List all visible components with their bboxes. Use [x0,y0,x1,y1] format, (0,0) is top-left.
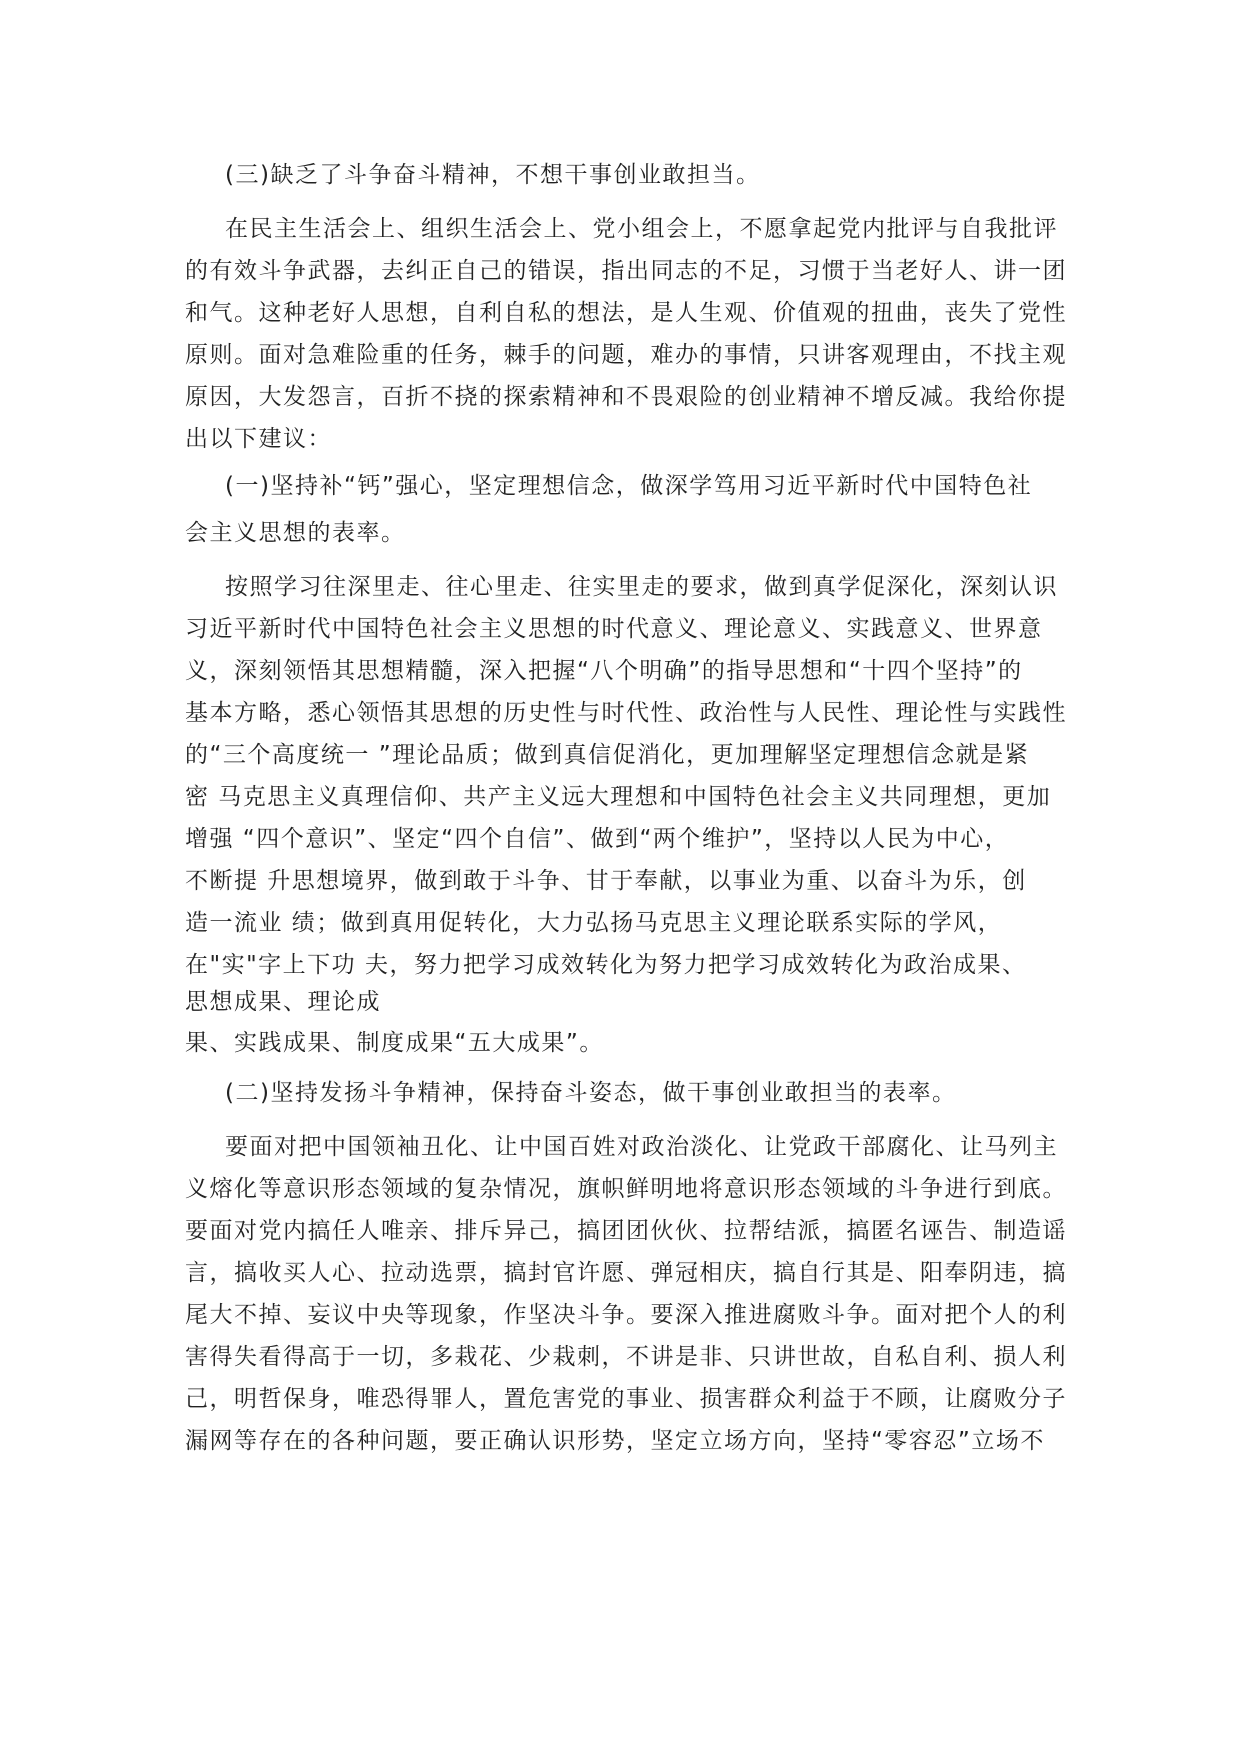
paragraph-line: 要面对党内搞任人唯亲、排斥异己，搞团团伙伙、拉帮结派，搞匿名诬告、制造谣 [185,1218,1067,1244]
paragraph-line: 言，搞收买人心、拉动选票，搞封官许愿、弹冠相庆，搞自行其是、阳奉阴违，搞 [185,1260,1067,1286]
paragraph-line: 出以下建议： [185,426,332,452]
paragraph-line: 要面对把中国领袖丑化、让中国百姓对政治淡化、让党政干部腐化、让马列主 [225,1134,1058,1160]
paragraph-line: 义，深刻领悟其思想精髓，深入把握“八个明确”的指导思想和“十四个坚持”的 [185,658,1023,684]
paragraph-line: 义熔化等意识形态领域的复杂情况，旗帜鲜明地将意识形态领域的斗争进行到底。 [185,1176,1067,1202]
heading-three: (三)缺乏了斗争奋斗精神，不想干事创业敢担当。 [225,162,761,188]
paragraph-line: 不断提 升思想境界，做到敢于斗争、甘于奉献，以事业为重、以奋斗为乐，创 [185,868,1027,894]
paragraph-line: 造一流业 绩；做到真用促转化，大力弘扬马克思主义理论联系实际的学风， [185,910,1003,936]
paragraph-line: 的有效斗争武器，去纠正自己的错误，指出同志的不足，习惯于当老好人、讲一团 [185,258,1067,284]
paragraph-line: 增强 “四个意识”、坚定“四个自信”、做到“两个维护”，坚持以人民为中心， [185,826,1010,852]
paragraph-line: 尾大不掉、妄议中央等现象，作坚决斗争。要深入推进腐败斗争。面对把个人的利 [185,1302,1067,1328]
paragraph-line: 原则。面对急难险重的任务，棘手的问题，难办的事情，只讲客观理由，不找主观 [185,342,1067,368]
paragraph-line: 和气。这种老好人思想，自利自私的想法，是人生观、价值观的扭曲，丧失了党性 [185,300,1067,326]
paragraph-line: 果、实践成果、制度成果“五大成果”。 [185,1030,604,1056]
paragraph-line: 思想成果、理论成 [185,989,381,1015]
heading-two: (二)坚持发扬斗争精神，保持奋斗姿态，做干事创业敢担当的表率。 [225,1080,957,1106]
paragraph-line: 基本方略，悉心领悟其思想的历史性与时代性、政治性与人民性、理论性与实践性 [185,700,1067,726]
paragraph-line: 漏网等存在的各种问题，要正确认识形势，坚定立场方向，坚持“零容忍”立场不 [185,1428,1045,1454]
paragraph-line: 密 马克思主义真理信仰、共产主义远大理想和中国特色社会主义共同理想，更加 [185,784,1052,810]
paragraph-line: 害得失看得高于一切，多栽花、少栽刺，不讲是非、只讲世故，自私自利、损人利 [185,1344,1067,1370]
heading-one: (一)坚持补“钙”强心，坚定理想信念，做深学笃用习近平新时代中国特色社 [225,473,1033,499]
paragraph-line: 原因，大发怨言，百折不挠的探索精神和不畏艰险的创业精神不增反减。我给你提 [185,384,1067,410]
paragraph-line: 在民主生活会上、组织生活会上、党小组会上，不愿拿起党内批评与自我批评 [225,216,1058,242]
paragraph-line: 在"实"字上下功 夫，努力把学习成效转化为努力把学习成效转化为政治成果、 [185,952,1027,978]
paragraph-line: 己，明哲保身，唯恐得罪人，置危害党的事业、损害群众利益于不顾，让腐败分子 [185,1386,1067,1412]
paragraph-line: 按照学习往深里走、往心里走、往实里走的要求，做到真学促深化，深刻认识 [225,574,1058,600]
heading-one-continued: 会主义思想的表率。 [185,520,406,546]
paragraph-line: 习近平新时代中国特色社会主义思想的时代意义、理论意义、实践意义、世界意 [185,616,1043,642]
paragraph-line: 的“三个高度统一 ”理论品质；做到真信促消化，更加理解坚定理想信念就是紧 [185,742,1030,768]
